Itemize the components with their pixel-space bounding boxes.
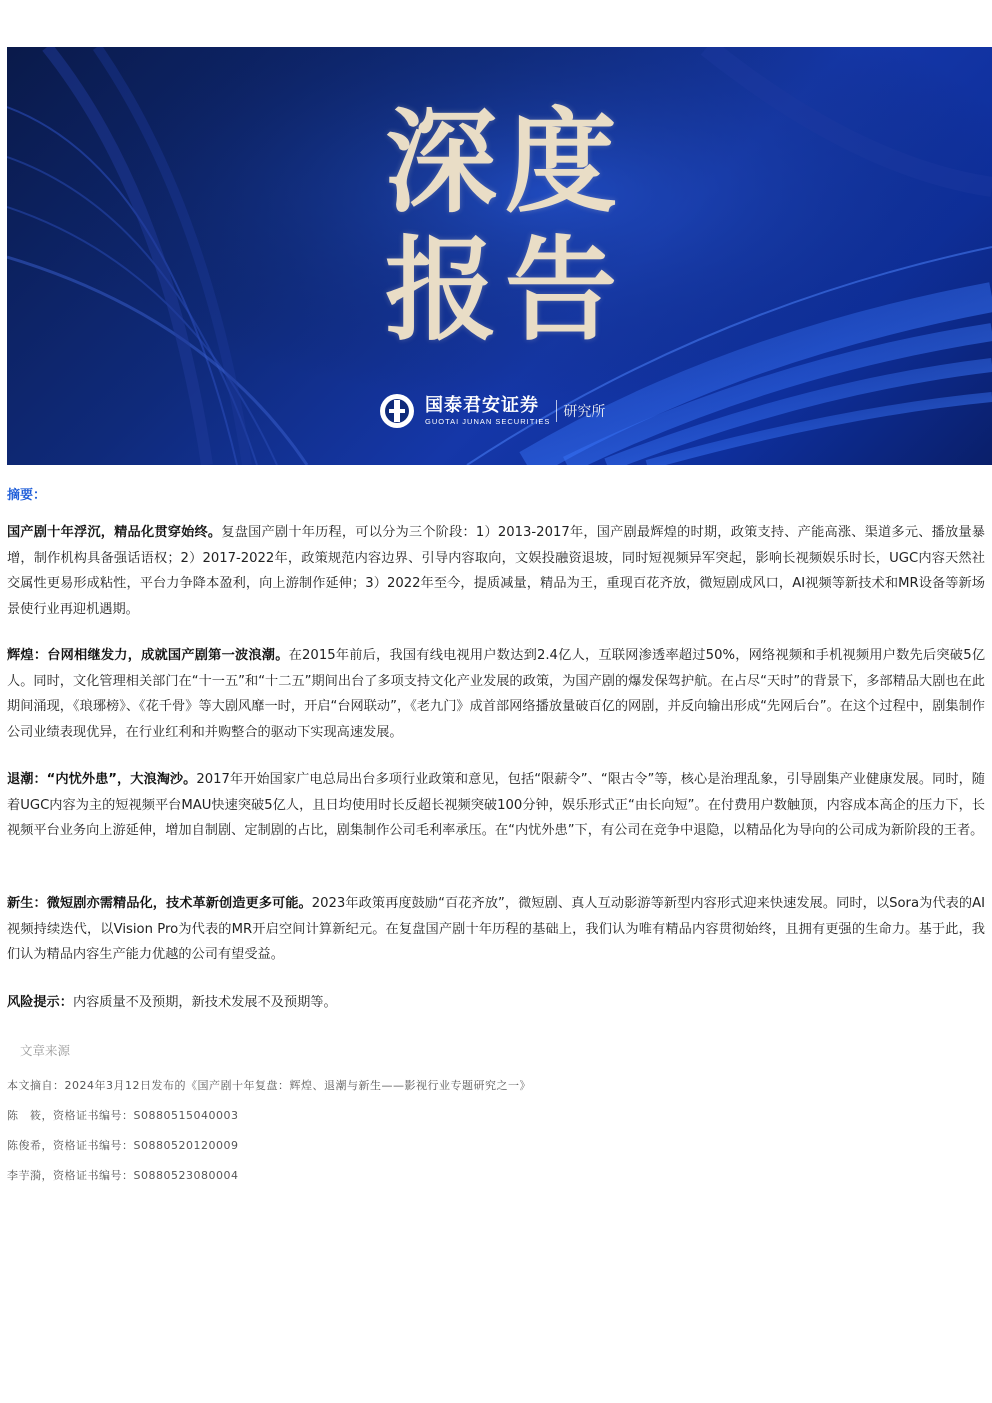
paragraph-lead: 辉煌：台网相继发力，成就国产剧第一波浪潮。 [7, 648, 289, 663]
paragraph-body: 在2015年前后，我国有线电视用户数达到2.4亿人，互联网渗透率超过50%，网络视频和手机视频用户数先后突破5亿人。同时，文化管理相关部门在“十一五”和“十二五”期间出台了多项支持文化产业发展的政策，为国产剧的爆发保驾护航。在占尽“天时”的背景下，多部精品大剧也在此期间涌现，《琅琊榜》、《花千骨》等大剧风靡一时，开启“台网联动”，《老九门》成首部网络播放量破百亿的网剧，并反向输出形成“先网后台”。在这个过程中，剧集制作公司业绩表现优异，在行业红利和并购整合的驱动下实现高速发展。 [7, 648, 986, 740]
paragraph-lead: 退潮：“内忧外患”，大浪淘沙。 [7, 772, 197, 787]
analyst-credential: 李芋漪，资格证书编号：S0880523080004 [7, 1169, 239, 1182]
report-banner [7, 47, 992, 465]
brand-divider [556, 400, 557, 422]
guotai-junan-logo-icon [377, 391, 417, 431]
brand-institute: 研究所 [563, 404, 606, 420]
paragraph-body: 2023年政策再度鼓励“百花齐放”，微短剧、真人互动影游等新型内容形式迎来快速发展。同时，以Sora为代表的AI视频持续迭代，以Vision Pro为代表的MR开启空间计算新纪元。在复盘国产剧十年历程的基础上，我们认为唯有精品内容贯彻始终，且拥有更强的生命力。基于此，我们认为精品内容生产能力优越的公司有望受益。 [7, 896, 986, 962]
abstract-heading: 摘要： [7, 488, 47, 503]
paragraph-body: 内容质量不及预期，新技术发展不及预期等。 [72, 995, 337, 1010]
paragraph-risk [7, 990, 985, 1016]
banner-title-line2: 报告 [385, 225, 625, 356]
banner-title-line1: 深度 [385, 97, 625, 228]
brand-lockup [377, 393, 605, 429]
analyst-credential: 陈俊希，资格证书编号：S0880520120009 [7, 1139, 239, 1152]
paragraph-body: 2017年开始国家广电总局出台多项行业政策和意见，包括“限薪令”、“限古令”等，核心是治理乱象，引导剧集产业健康发展。同时，随着UGC内容为主的短视频平台MAU快速突破5亿人，且日均使用时长反超长视频突破100分钟，娱乐形式正“由长向短”。在付费用户数触顶，内容成本高企的压力下，长视频平台业务向上游延伸，增加自制剧、定制剧的占比，剧集制作公司毛利率承压。在“内忧外患”下，有公司在竞争中退隐，以精品化为导向的公司成为新阶段的王者。 [7, 772, 985, 838]
analyst-credential: 陈 筱，资格证书编号：S0880515040003 [7, 1109, 239, 1122]
paragraph-overview [7, 520, 985, 622]
paragraph-ebb [7, 767, 985, 844]
paragraph-lead: 风险提示： [7, 995, 73, 1010]
paragraph-lead: 新生：微短剧亦需精品化，技术革新创造更多可能。 [7, 896, 312, 911]
paragraph-lead: 国产剧十年浮沉，精品化贯穿始终。 [7, 525, 222, 540]
source-heading: 文章来源 [20, 1043, 71, 1058]
paragraph-glory [7, 643, 985, 745]
paragraph-rebirth [7, 891, 985, 968]
brand-name-cn: 国泰君安证券 [425, 394, 539, 416]
brand-names [425, 394, 551, 426]
source-excerpt: 本文摘自：2024年3月12日发布的《国产剧十年复盘：辉煌、退潮与新生——影视行业专题研究之一》 [7, 1079, 531, 1092]
brand-name-en: GUOTAI JUNAN SECURITIES [425, 416, 551, 426]
paragraph-body: 复盘国产剧十年历程，可以分为三个阶段：1）2013-2017年，国产剧最辉煌的时期，政策支持、产能高涨、渠道多元、播放量暴增，制作机构具备强话语权；2）2017-2022年，政策规范内容边界、引导内容取向，文娱投融资退坡，同时短视频异军突起，影响长视频娱乐时长，UGC内容天然社交属性更易形成粘性，平台力争降本盈利，向上游制作延伸；3）2022年至今，提质减量，精品为王，重现百花齐放，微短剧成风口，AI视频等新技术和MR设备等新场景使行业再迎机遇期。 [7, 525, 985, 617]
